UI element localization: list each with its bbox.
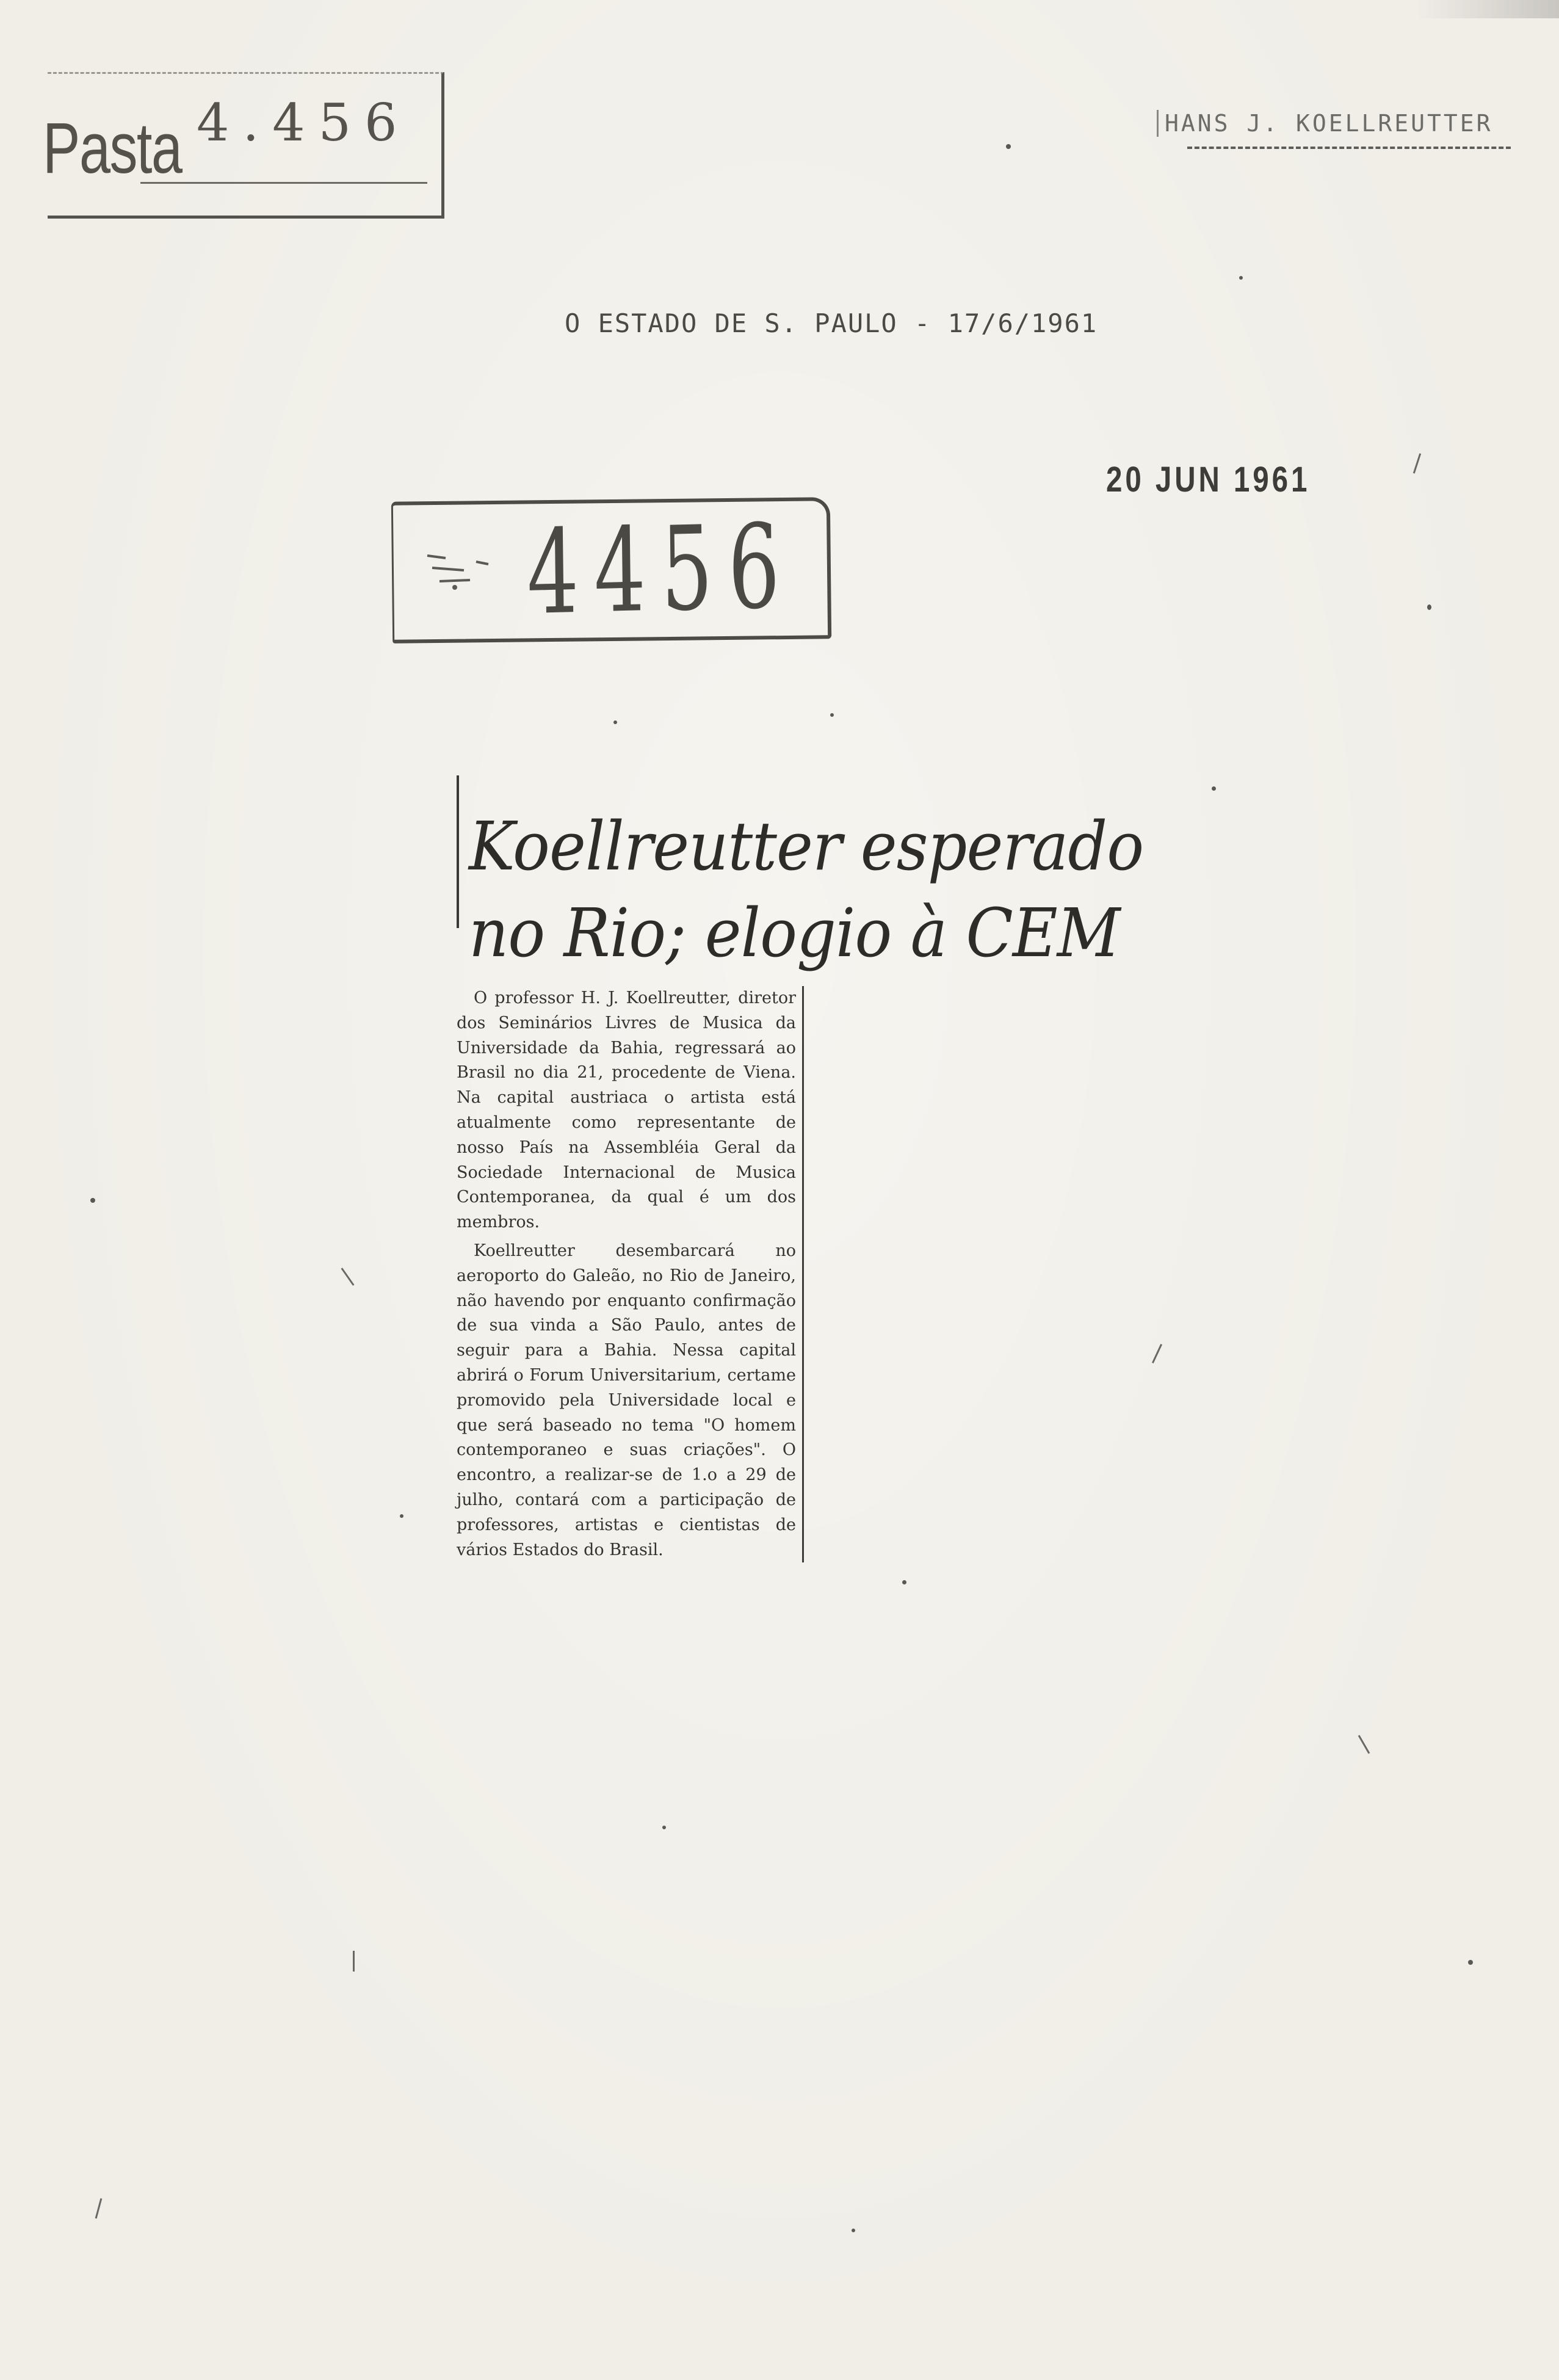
headline-line-1: Koellreutter esperado <box>469 807 1144 885</box>
dust-speck <box>1427 604 1431 610</box>
folder-label: Pasta <box>43 108 182 189</box>
dust-speck <box>830 713 834 717</box>
article-paragraph-1: O professor H. J. Koellreutter, diretor dos Seminários Livres de Musica da Universidade da Bahia, regressará ao Brasil no dia 21, procedente de Viena. Na capital austriaca o artista está atualmente como representante de nosso País na Assembléia Geral da Sociedade Internacional de Musica Contemporanea, da qual é um dos membros. <box>457 989 796 1232</box>
clipping-cut-edge <box>457 775 459 928</box>
dust-speck <box>1468 1960 1473 1965</box>
dust-speck <box>852 2229 855 2232</box>
subject-tag-underline <box>1187 147 1511 149</box>
folder-underline <box>140 182 427 184</box>
small-stamp-mark <box>421 543 507 598</box>
dust-speck <box>613 720 617 724</box>
handwritten-number: 4456 <box>526 499 796 640</box>
stray-mark <box>1358 1735 1370 1754</box>
dust-speck <box>90 1198 95 1203</box>
article-headline <box>469 803 1144 976</box>
dust-speck <box>902 1580 906 1584</box>
date-stamp: 20 JUN 1961 <box>1106 460 1311 499</box>
stray-mark <box>1413 453 1421 473</box>
article-body <box>457 986 804 1562</box>
stray-mark <box>341 1268 355 1286</box>
stray-mark <box>1152 1344 1162 1363</box>
paper-edge <box>1416 0 1559 18</box>
stray-mark <box>95 2198 103 2219</box>
dust-speck <box>1212 786 1216 791</box>
dust-speck <box>1006 144 1011 149</box>
folder-number: 4.456 <box>197 93 411 153</box>
dust-speck <box>400 1514 403 1518</box>
headline-line-2: no Rio; elogio à CEM <box>469 894 1120 972</box>
stray-mark <box>353 1951 355 1972</box>
article-paragraph-2: Koellreutter desembarcará no aeroporto do Galeão, no Rio de Janeiro, não havendo por enquanto confirmação de sua vinda a São Paulo, antes de seguir para a Bahia. Nessa capital abrirá o Forum Universitarium, certame promovido pela Universidade local e que será baseado no tema "O homem contemporaneo e suas criações". O encontro, a realizar-se de 1.o a 29 de julho, contará com a participação de professores, artistas e cientistas de vários Estados do Brasil. <box>457 1241 796 1559</box>
subject-tag: HANS J. KOELLREUTTER <box>1157 110 1493 137</box>
dust-speck <box>1239 276 1243 280</box>
dust-speck <box>662 1826 666 1829</box>
source-citation: O ESTADO DE S. PAULO - 17/6/1961 <box>565 308 1098 338</box>
